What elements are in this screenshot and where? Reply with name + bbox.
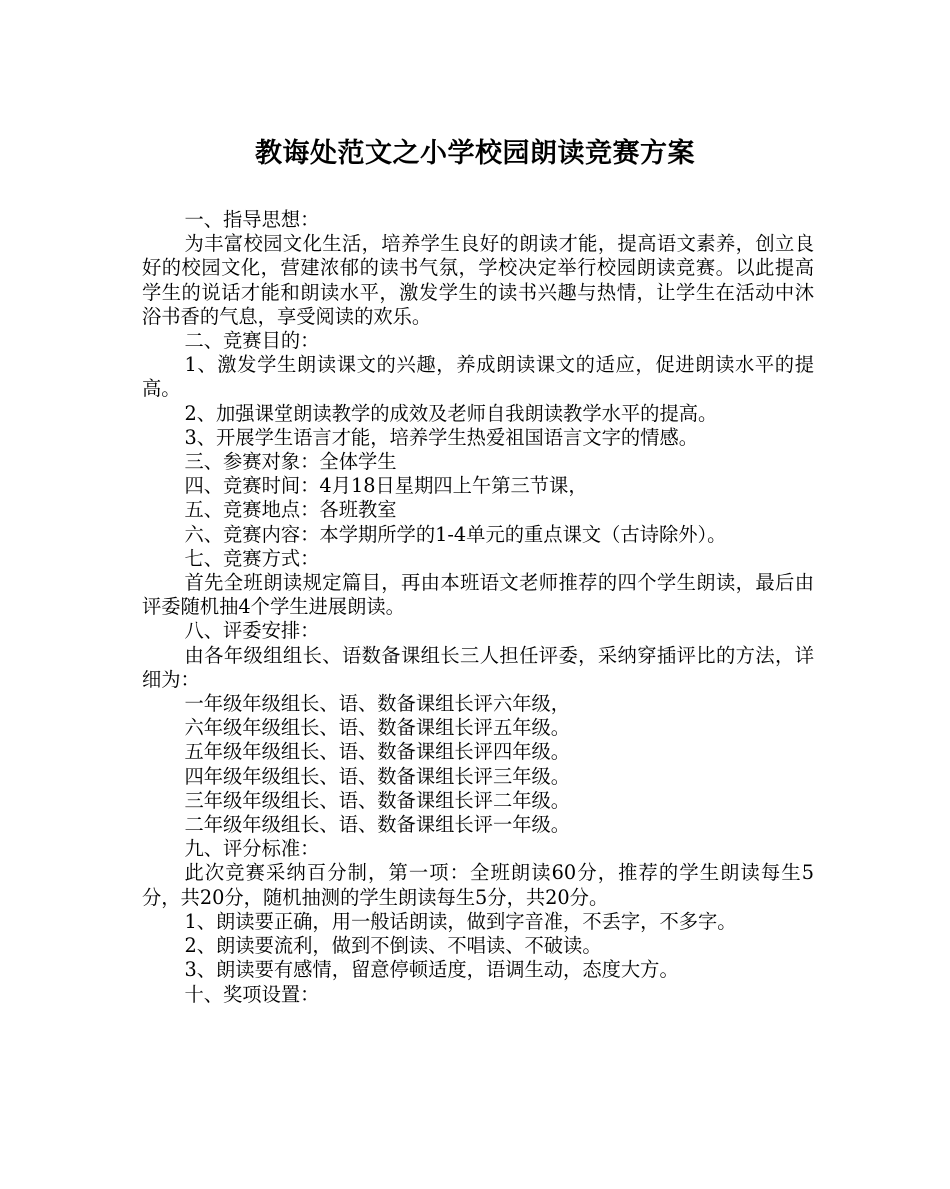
purpose-item-1: 1、激发学生朗读课文的兴趣，养成朗读课文的适应，促进朗读水平的提高。 <box>142 353 814 401</box>
purpose-item-3: 3、开展学生语言才能，培养学生热爱祖国语言文字的情感。 <box>184 425 699 449</box>
document-body <box>142 208 814 1007</box>
scoring-item-2: 2、朗读要流利，做到不倒读、不唱读、不破读。 <box>184 934 602 958</box>
section-heading-method: 七、竞赛方式： <box>184 546 320 570</box>
section-heading-purpose: 二、竞赛目的： <box>184 329 320 353</box>
judge-assignment-4: 四年级年级组长、语、数备课组长评三年级。 <box>184 764 571 788</box>
judge-assignment-3: 五年级年级组长、语、数备课组长评四年级。 <box>184 740 571 764</box>
paragraph-guiding-thought: 为丰富校园文化生活，培养学生良好的朗读才能，提高语文素养，创立良好的校园文化，营建浓郁的读书气氛，学校决定举行校园朗读竞赛。以此提高学生的说话才能和朗读水平，激发学生的读书兴趣与热情，让学生在活动中沐浴书香的气息，享受阅读的欢乐。 <box>142 232 814 328</box>
scoring-item-3: 3、朗读要有感情，留意停顿适度，语调生动，态度大方。 <box>184 958 679 982</box>
section-heading-scoring: 九、评分标准： <box>184 837 320 861</box>
paragraph-scoring: 此次竞赛采纳百分制，第一项：全班朗读60分，推荐的学生朗读每生5分，共20分，随机抽测的学生朗读每生5分，共20分。 <box>142 861 814 909</box>
section-time: 四、竞赛时间：4月18日星期四上午第三节课， <box>184 474 588 498</box>
section-participants: 三、参赛对象：全体学生 <box>184 450 397 474</box>
paragraph-method: 首先全班朗读规定篇目，再由本班语文老师推荐的四个学生朗读，最后由评委随机抽4个学生进展朗读。 <box>142 571 814 619</box>
section-heading-awards: 十、奖项设置： <box>184 982 320 1006</box>
section-heading-judges: 八、评委安排： <box>184 619 320 643</box>
judge-assignment-1: 一年级年级组长、语、数备课组长评六年级， <box>184 692 571 716</box>
judge-assignment-5: 三年级年级组长、语、数备课组长评二年级。 <box>184 788 571 812</box>
section-location: 五、竞赛地点：各班教室 <box>184 498 397 522</box>
section-heading-guiding-thought: 一、指导思想： <box>184 208 320 231</box>
judge-assignment-2: 六年级年级组长、语、数备课组长评五年级。 <box>184 716 571 740</box>
scoring-item-1: 1、朗读要正确，用一般话朗读，做到字音准，不丢字，不多字。 <box>184 909 737 933</box>
document-title: 教诲处范文之小学校园朗读竞赛方案 <box>255 138 695 169</box>
paragraph-judges: 由各年级组组长、语数备课组长三人担任评委，采纳穿插评比的方法，详细为： <box>142 643 814 691</box>
section-content: 六、竞赛内容：本学期所学的1-4单元的重点课文（古诗除外）。 <box>184 522 727 546</box>
judge-assignment-6: 二年级年级组长、语、数备课组长评一年级。 <box>184 813 571 837</box>
purpose-item-2: 2、加强课堂朗读教学的成效及老师自我朗读教学水平的提高。 <box>184 401 718 425</box>
